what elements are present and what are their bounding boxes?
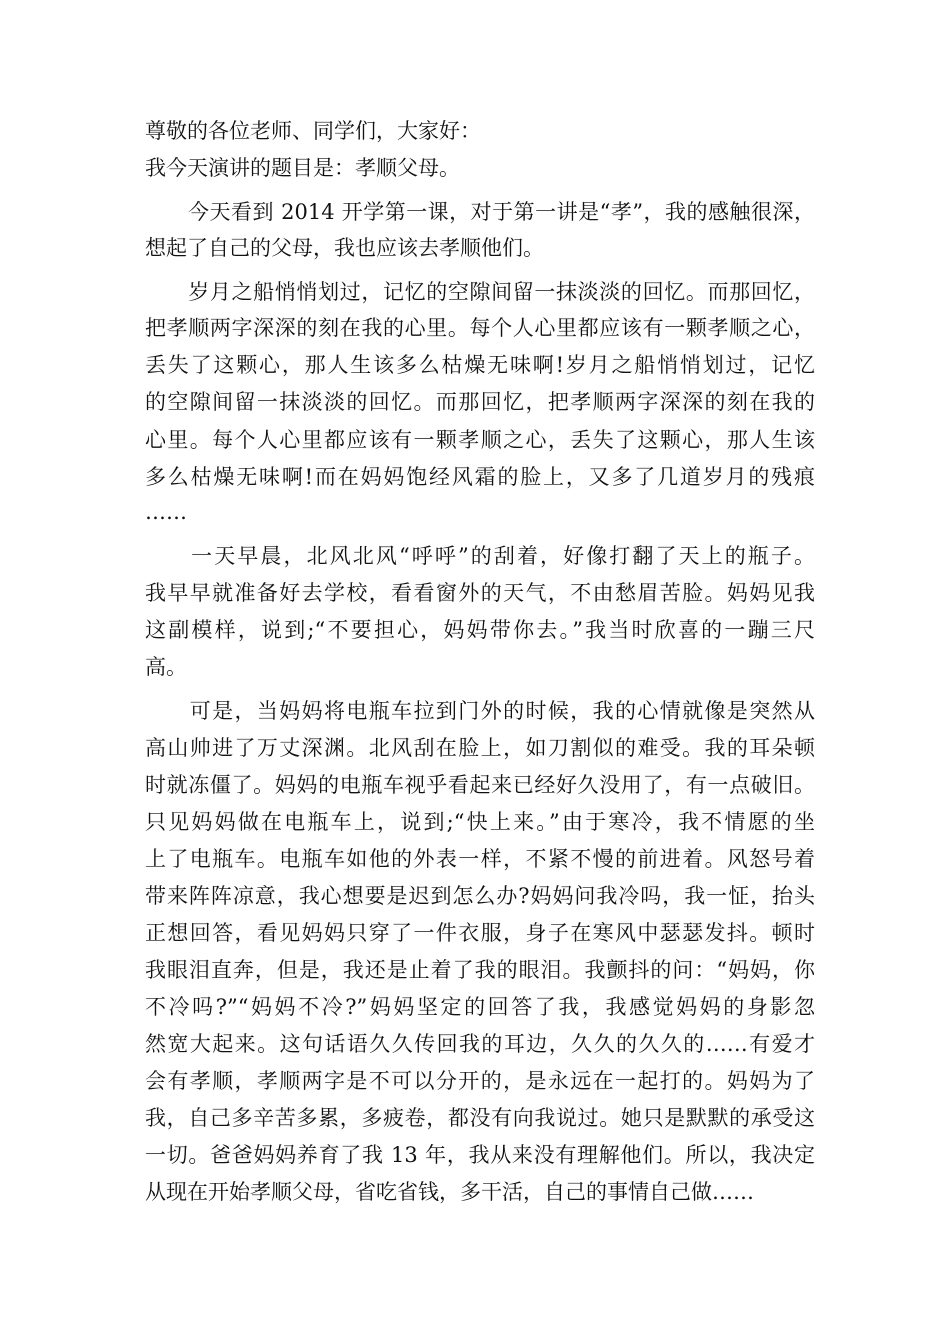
paragraph-4-line-10: 然宽大起来。这句话语久久传回我的耳边，久久的久久的……有爱才 — [145, 1032, 815, 1056]
paragraph-3-line-1: 一天早晨，北风北风“呼呼”的刮着，好像打翻了天上的瓶子。 — [145, 544, 815, 568]
paragraph-3-line-2: 我早早就准备好去学校，看看窗外的天气，不由愁眉苦脸。妈妈见我 — [145, 581, 815, 605]
paragraph-4-line-8: 我眼泪直奔，但是，我还是止着了我的眼泪。我颤抖的问：“妈妈，你 — [145, 958, 815, 982]
paragraph-1-line-1: 今天看到 2014 开学第一课，对于第一讲是“孝”，我的感触很深， — [145, 200, 815, 224]
paragraph-2-line-1: 岁月之船悄悄划过，记忆的空隙间留一抹淡淡的回忆。而那回忆， — [145, 280, 815, 304]
paragraph-4-line-1: 可是，当妈妈将电瓶车拉到门外的时候，我的心情就像是突然从 — [145, 699, 815, 723]
paragraph-2-line-4: 的空隙间留一抹淡淡的回忆。而那回忆，把孝顺两字深深的刻在我的 — [145, 390, 815, 414]
paragraph-4-line-11: 会有孝顺，孝顺两字是不可以分开的，是永远在一起打的。妈妈为了 — [145, 1069, 815, 1093]
paragraph-3-line-3: 这副模样，说到;“不要担心，妈妈带你去。”我当时欣喜的一蹦三尺 — [145, 618, 815, 642]
paragraph-4-line-13: 一切。爸爸妈妈养育了我 13 年，我从来没有理解他们。所以，我决定 — [145, 1143, 815, 1167]
paragraph-4-line-7: 正想回答，看见妈妈只穿了一件衣服，身子在寒风中瑟瑟发抖。顿时 — [145, 921, 815, 945]
paragraph-4-line-6: 带来阵阵凉意，我心想要是迟到怎么办?妈妈问我冷吗，我一怔，抬头 — [145, 884, 815, 908]
paragraph-4-line-4: 只见妈妈做在电瓶车上，说到;“快上来。”由于寒冷，我不情愿的坐 — [145, 810, 815, 834]
paragraph-1-line-2: 想起了自己的父母，我也应该去孝顺他们。 — [145, 236, 544, 260]
paragraph-4-line-12: 我，自己多辛苦多累，多疲卷，都没有向我说过。她只是默默的承受这 — [145, 1106, 815, 1130]
greeting-line: 尊敬的各位老师、同学们，大家好： — [145, 119, 481, 143]
paragraph-2-line-5: 心里。每个人心里都应该有一颗孝顺之心，丢失了这颗心，那人生该 — [145, 428, 815, 452]
paragraph-4-line-9: 不冷吗?”“妈妈不冷?”妈妈坚定的回答了我，我感觉妈妈的身影忽 — [145, 995, 815, 1019]
paragraph-4-line-14: 从现在开始孝顺父母，省吃省钱，多干活，自己的事情自己做…… — [145, 1180, 754, 1204]
paragraph-3-line-4: 高。 — [145, 655, 187, 679]
paragraph-4-line-5: 上了电瓶车。电瓶车如他的外表一样，不紧不慢的前进着。风怒号着 — [145, 847, 815, 871]
paragraph-4-line-2: 高山帅进了万丈深渊。北风刮在脸上，如刀割似的难受。我的耳朵顿 — [145, 736, 815, 760]
paragraph-4-line-3: 时就冻僵了。妈妈的电瓶车视乎看起来已经好久没用了，有一点破旧。 — [145, 773, 815, 797]
paragraph-2-line-3: 丢失了这颗心，那人生该多么枯燥无味啊!岁月之船悄悄划过，记忆 — [145, 353, 815, 377]
paragraph-2-line-7: …… — [145, 500, 187, 524]
paragraph-2-line-2: 把孝顺两字深深的刻在我的心里。每个人心里都应该有一颗孝顺之心， — [145, 316, 815, 340]
topic-line: 我今天演讲的题目是：孝顺父母。 — [145, 156, 460, 180]
paragraph-2-line-6: 多么枯燥无味啊!而在妈妈饱经风霜的脸上，又多了几道岁月的残痕 — [145, 465, 815, 489]
